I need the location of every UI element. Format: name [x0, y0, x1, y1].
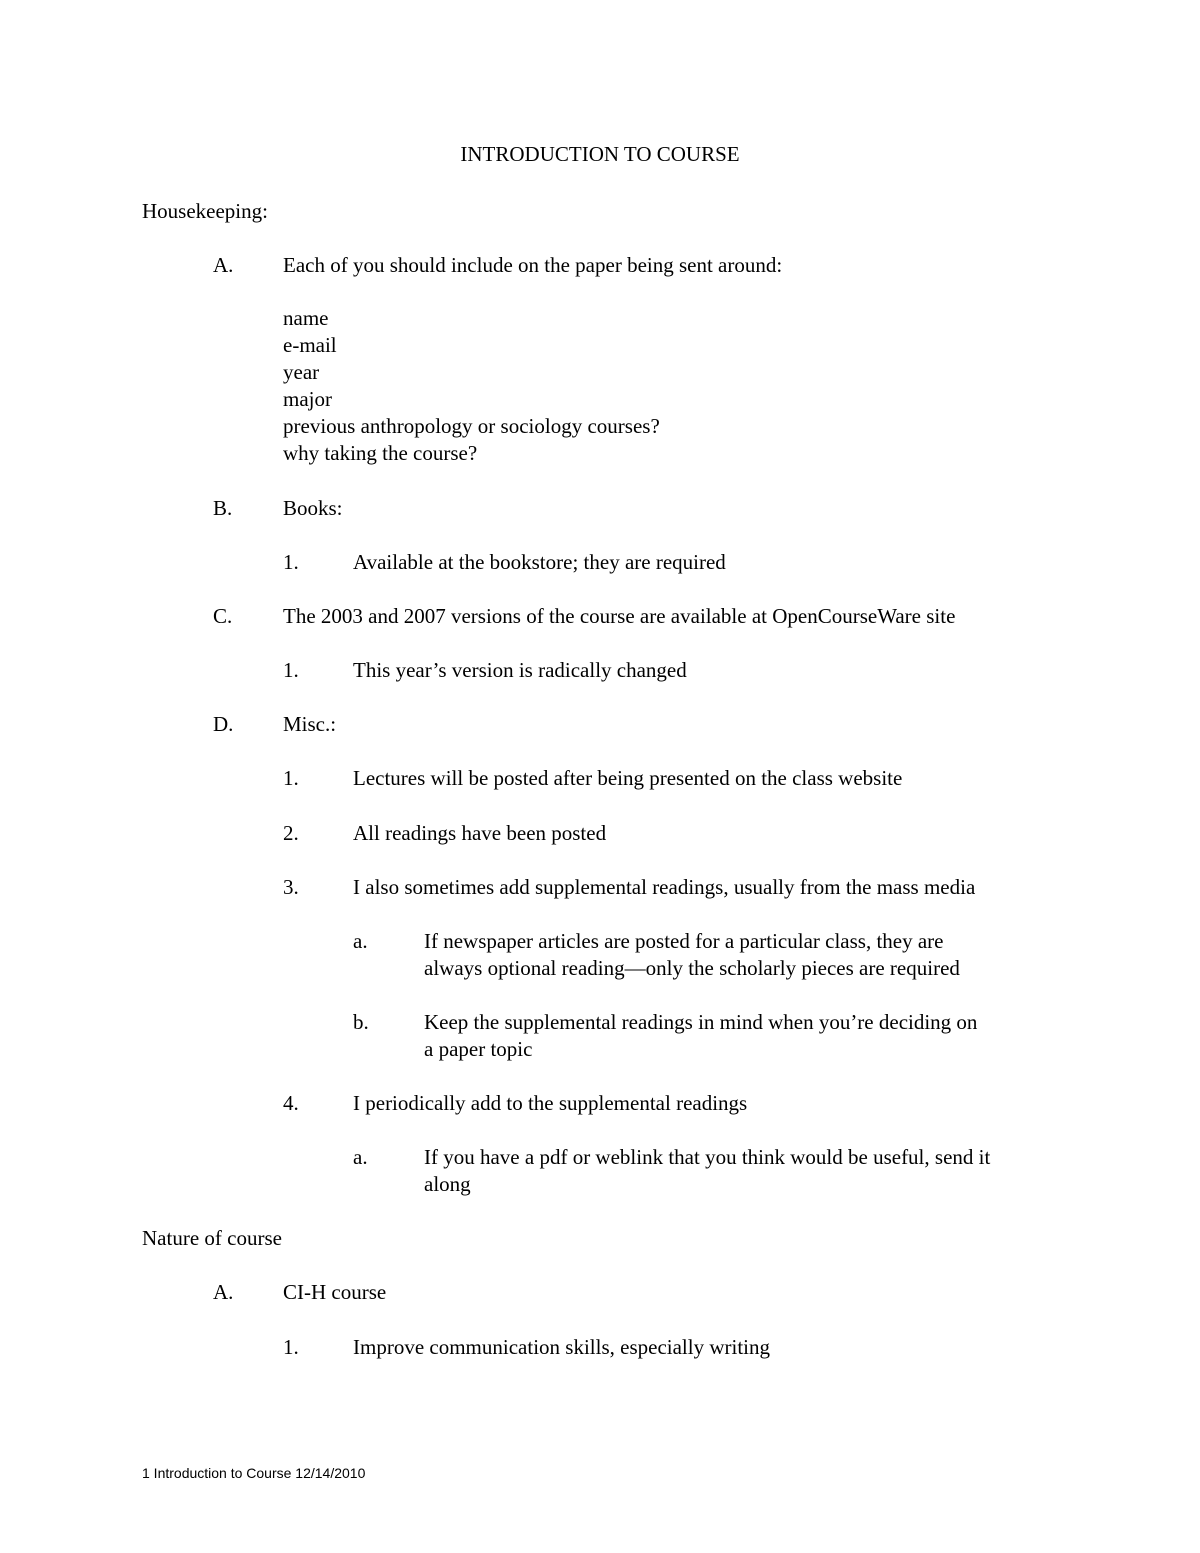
info-list-item: why taking the course? [283, 441, 478, 465]
info-list-item: major [283, 387, 332, 411]
item-marker-A: A. [213, 1280, 234, 1304]
item-text-C: The 2003 and 2007 versions of the course are available at OpenCourseWare site [283, 604, 956, 628]
subitem-marker: 1. [283, 658, 299, 682]
item-marker-C: C. [213, 604, 233, 628]
item-text-D: Misc.: [283, 712, 337, 736]
subitem-text: All readings have been posted [353, 821, 607, 845]
subitem-text: This year’s version is radically changed [353, 658, 687, 682]
item-marker-A: A. [213, 253, 234, 277]
subsubitem-text-line: a paper topic [424, 1037, 533, 1061]
subsubitem-marker: b. [353, 1010, 369, 1034]
subitem-marker: 3. [283, 875, 299, 899]
info-list-item: e-mail [283, 333, 337, 357]
page-footer: 1 Introduction to Course 12/14/2010 [142, 1465, 366, 1481]
subitem-marker: 1. [283, 766, 299, 790]
subitem-marker: 1. [283, 1335, 299, 1359]
info-list-item: year [283, 360, 320, 384]
subsubitem-text-line: If you have a pdf or weblink that you think would be useful, send it [424, 1145, 991, 1169]
subitem-marker: 4. [283, 1091, 299, 1115]
subsubitem-text-line: along [424, 1172, 471, 1196]
page-title: INTRODUCTION TO COURSE [460, 142, 740, 166]
item-text-A: CI-H course [283, 1280, 387, 1304]
subsubitem-marker: a. [353, 929, 368, 953]
info-list-item: name [283, 306, 329, 330]
section-heading-housekeeping: Housekeeping: [142, 199, 268, 223]
subsubitem-text-line: always optional reading—only the scholarly pieces are required [424, 956, 960, 980]
item-text-B: Books: [283, 496, 343, 520]
subitem-text: I periodically add to the supplemental readings [353, 1091, 748, 1115]
item-text-A: Each of you should include on the paper being sent around: [283, 253, 783, 277]
item-marker-B: B. [213, 496, 233, 520]
subitem-marker: 1. [283, 550, 299, 574]
subsubitem-marker: a. [353, 1145, 368, 1169]
section-heading-nature: Nature of course [142, 1226, 282, 1250]
subitem-text: Improve communication skills, especially writing [353, 1335, 770, 1359]
item-marker-D: D. [213, 712, 234, 736]
subitem-text: Lectures will be posted after being presented on the class website [353, 766, 903, 790]
info-list-item: previous anthropology or sociology courses? [283, 414, 660, 438]
subitem-marker: 2. [283, 821, 299, 845]
subsubitem-text-line: If newspaper articles are posted for a particular class, they are [424, 929, 944, 953]
subitem-text: Available at the bookstore; they are required [353, 550, 726, 574]
subitem-text: I also sometimes add supplemental readings, usually from the mass media [353, 875, 976, 899]
subsubitem-text-line: Keep the supplemental readings in mind when you’re deciding on [424, 1010, 978, 1034]
